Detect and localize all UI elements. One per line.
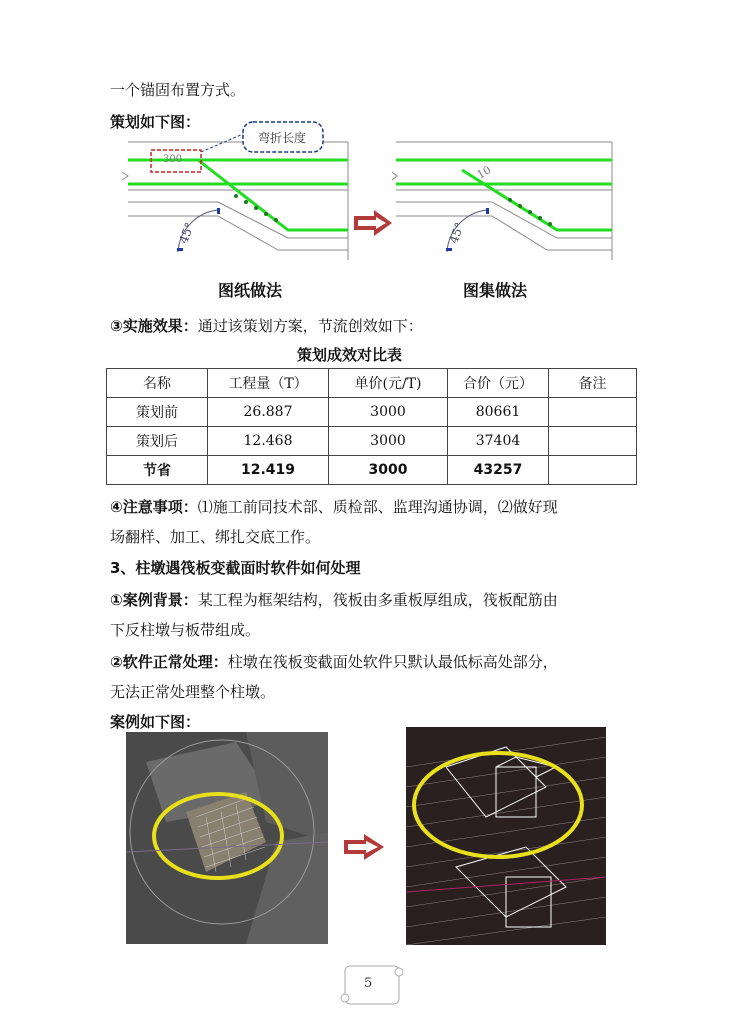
table-row: [107, 456, 637, 485]
table-cell: 43257: [448, 456, 549, 485]
section-label: 案例如下图：: [110, 713, 201, 731]
table-row: [107, 398, 637, 427]
table-cell: 12.468: [208, 427, 329, 456]
angle-label: 45°: [176, 220, 197, 246]
arrow-right-icon: [342, 832, 386, 862]
table-header-row: [107, 369, 637, 398]
table-header-cell: 合价（元）: [448, 369, 549, 398]
section-label: ④注意事项：: [110, 498, 198, 516]
table-cell: 3000: [329, 398, 448, 427]
angle-label: 45°: [446, 220, 467, 246]
table-cell: 节省: [107, 456, 208, 485]
table-title: 策划成效对比表: [297, 346, 403, 364]
text-line: [110, 590, 558, 610]
text-span: 某工程为框架结构，筏板由多重板厚组成，筏板配筋由: [197, 591, 558, 609]
page-number: 5: [364, 976, 373, 991]
dimension-label: 10: [474, 163, 494, 182]
section-label: ②软件正常处理：: [110, 653, 228, 671]
text-span: ⑴施工前同技术部、质检部、监理沟通协调，⑵做好现: [197, 498, 558, 516]
table-cell: 26.887: [208, 398, 329, 427]
table-row: [107, 427, 637, 456]
table-cell: 策划前: [107, 398, 208, 427]
rebar-diagram-drawing: [392, 120, 622, 270]
software-screenshot-right: [406, 727, 606, 945]
text-line: 无法正常处理整个柱墩。: [110, 683, 276, 701]
rebar-diagram-drawing: [118, 120, 358, 270]
text-line: [110, 497, 558, 517]
table-cell: 80661: [448, 398, 549, 427]
table-cell: 策划后: [107, 427, 208, 456]
text-line: 一个锚固布置方式。: [110, 81, 246, 99]
table-cell: 12.419: [208, 456, 329, 485]
table-header-cell: 单价(元/T): [329, 369, 448, 398]
table-cell: 3000: [329, 456, 448, 485]
text-line: [110, 316, 423, 336]
arrow-right-icon: [352, 208, 394, 238]
table-header-cell: 工程量（T）: [208, 369, 329, 398]
bend-length-bubble: 弯折长度: [258, 131, 307, 145]
table-cell: [549, 456, 637, 485]
text-span: 柱墩在筏板变截面处软件只默认最低标高处部分，: [227, 653, 558, 671]
table-header-cell: 名称: [107, 369, 208, 398]
table-header-cell: 备注: [549, 369, 637, 398]
figure-caption: 图集做法: [463, 281, 528, 300]
software-screenshot-left: [126, 732, 328, 944]
figure-caption: 图纸做法: [218, 281, 283, 300]
dimension-label: 300: [163, 154, 183, 165]
section-label: 策划如下图：: [110, 113, 201, 131]
text-span: 通过该策划方案，节流创效如下：: [197, 317, 423, 335]
text-line: 场翻样、加工、绑扎交底工作。: [110, 528, 321, 546]
table-cell: [549, 427, 637, 456]
comparison-table: [106, 368, 637, 485]
text-line: [110, 652, 558, 672]
table-cell: 37404: [448, 427, 549, 456]
text-line: 下反柱墩与板带组成。: [110, 621, 261, 639]
section-label: ③实施效果：: [110, 317, 198, 335]
section-heading: 3、柱墩遇筏板变截面时软件如何处理: [110, 559, 361, 577]
table-cell: [549, 398, 637, 427]
table-cell: 3000: [329, 427, 448, 456]
section-label: ①案例背景：: [110, 591, 198, 609]
